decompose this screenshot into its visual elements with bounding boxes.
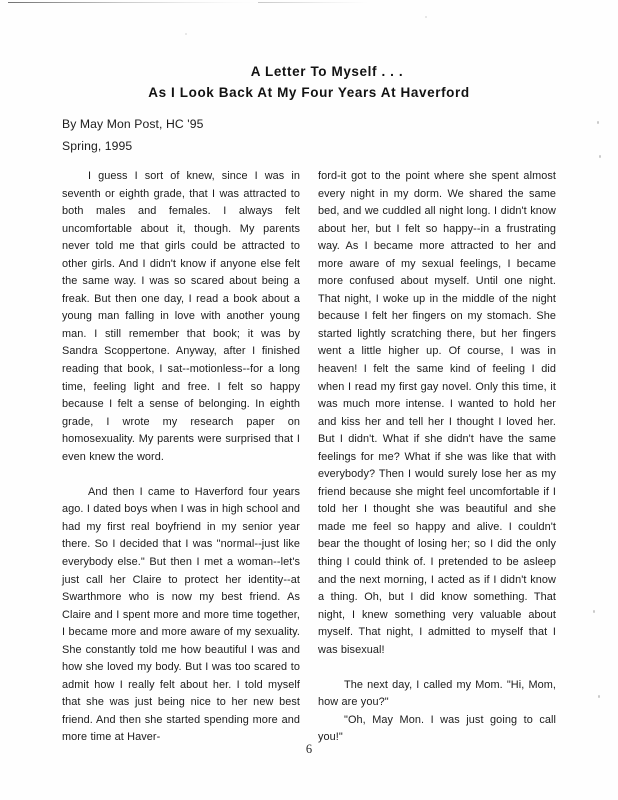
publication-date: Spring, 1995: [62, 138, 133, 153]
body-paragraph: The next day, I called my Mom. "Hi, Mom, how are you?": [318, 678, 556, 709]
scan-speck: [598, 695, 600, 698]
document-header: [62, 62, 556, 156]
body-paragraph: ford-it got to the point where she spent almost every night in my dorm. We shared the same bed, and we cuddled all night long. I didn't know about her, but I felt so happy--in a frustrating way. As I became more attracted to her and more aware of my sexual feelings, I became more confused about myself. Until one night. That night, I woke up in the middle of the night because I felt her fingers on my stomach. She started lightly scratching there, but her fingers went a little higher up. Of course, I was in heaven! I felt the same kind of feeling I did when I read my first gay novel. Only this time, it was much more intense. I wanted to hold her and kiss her and tell her I thought I loved her. But I didn't. What if she didn't have the same feelings for me? What if she was like that with everybody? Then I would surely lose her as my friend because she might feel uncomfortable if I told her I thought she was beautiful and she made me feel so happy and alive. I couldn't bear the thought of losing her; so I did the only thing I could think of. I pretended to be asleep and the next morning, I acted as if I didn't know a thing. Oh, but I did know something. That night, I knew something very valuable about myself. That night, I admitted to myself that I was bisexual!: [318, 170, 556, 656]
scan-artifact-streak: [8, 2, 258, 3]
body-paragraph: "Oh, May Mon. I was just going to call you!": [318, 713, 556, 744]
author-byline: By May Mon Post, HC '95: [62, 116, 204, 131]
right-column: [318, 168, 556, 747]
scan-speck: [597, 121, 599, 124]
scan-speck: [599, 155, 601, 158]
body-paragraph: And then I came to Haverford four years ago. I dated boys when I was in high school and had my first real boyfriend in my senior year there. So I decided that I was "normal--just like everybody else." But then I met a woman--let's just call her Claire to protect her identity--at Swarthmore who is now my best friend. As Claire and I spent more and more time together, I became more and more aware of my sexuality. She constantly told me how beautiful I was and how she loved my body. But I was too scared to admit how I really felt about her. I told myself that she was just being nice to her new best friend. And then she started spending more and more time at Haver-: [62, 485, 300, 744]
left-column: [62, 168, 300, 747]
scan-speck: [185, 33, 187, 35]
body-paragraph: I guess I sort of knew, since I was in seventh or eighth grade, that I was attracted to both males and females. I always felt uncomfortable about it, though. My parents never told me that girls could be attracted to other girls. And I didn't know if anyone else felt the same way. I was so scared about being a freak. But then one day, I read a book about a young man falling in love with another young man. I still remember that book; it was by Sandra Scoppertone. Anyway, after I finished reading that book, I sat--motionless--for a long time, feeling light and free. I felt so happy because I felt a sense of belonging. In eighth grade, I wrote my research paper on homosexuality. My parents were surprised that I even knew the word.: [62, 170, 300, 463]
page-title-line-1: A Letter To Myself . . .: [250, 64, 404, 79]
scan-artifact-streak-secondary: [258, 2, 368, 3]
scan-speck: [425, 16, 427, 18]
page-title-line-2: As I Look Back At My Four Years At Haverford: [148, 84, 470, 100]
scan-speck: [593, 610, 595, 613]
page-number: 6: [305, 742, 313, 756]
body-columns: [62, 168, 556, 747]
